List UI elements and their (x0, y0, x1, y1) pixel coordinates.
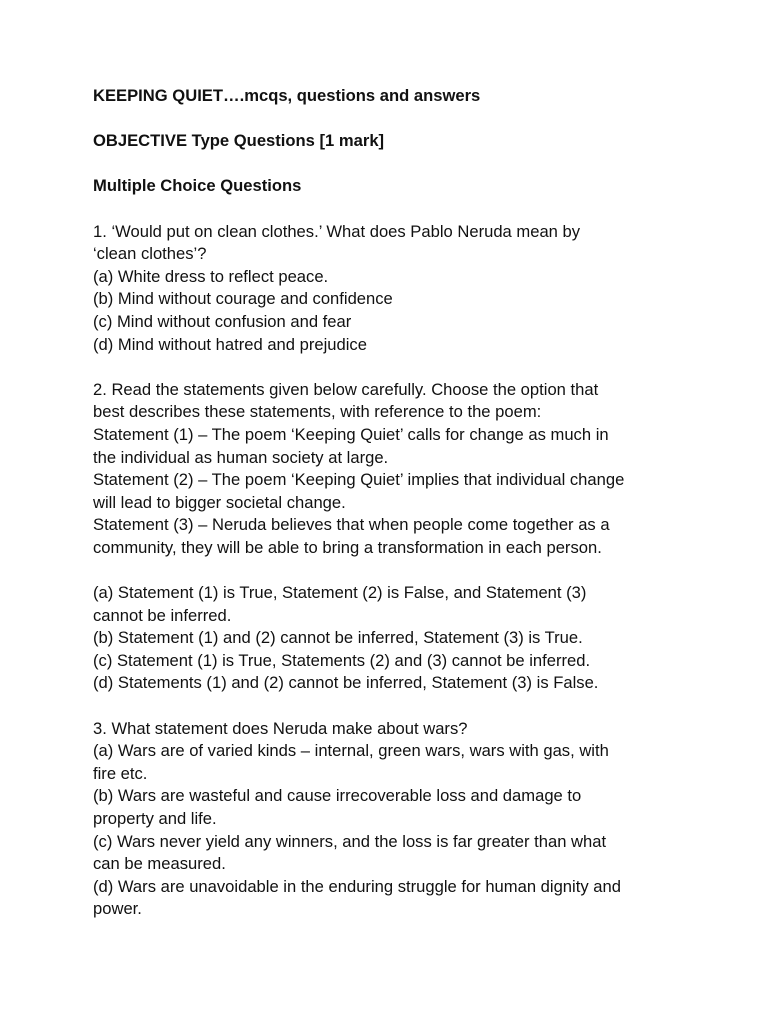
question-2-option-a: cannot be inferred. (93, 605, 232, 625)
question-2-option-a: (a) Statement (1) is True, Statement (2) is False, and Statement (3) (93, 583, 587, 603)
question-2-statement-1: the individual as human society at large. (93, 447, 389, 467)
question-2-statement-1: Statement (1) – The poem ‘Keeping Quiet’ calls for change as much in (93, 424, 609, 444)
section-heading: OBJECTIVE Type Questions [1 mark] (93, 131, 385, 151)
question-2-option-c: (c) Statement (1) is True, Statements (2) and (3) cannot be inferred. (93, 650, 591, 670)
paragraph-gap (93, 559, 693, 582)
question-3-option-a: fire etc. (93, 763, 148, 783)
question-2-option-b: (b) Statement (1) and (2) cannot be inferred, Statement (3) is True. (93, 628, 583, 648)
question-3-option-c: can be measured. (93, 854, 226, 874)
question-2-stem-line: 2. Read the statements given below carefully. Choose the option that (93, 379, 599, 399)
question-1-option-a: (a) White dress to reflect peace. (93, 266, 329, 286)
question-3-option-a: (a) Wars are of varied kinds – internal, green wars, wars with gas, with (93, 741, 609, 761)
question-1-option-b: (b) Mind without courage and confidence (93, 289, 393, 309)
question-3-option-d: power. (93, 899, 142, 919)
question-3-stem-line: 3. What statement does Neruda make about wars? (93, 718, 468, 738)
question-2-statement-3: community, they will be able to bring a transformation in each person. (93, 537, 602, 557)
question-1-option-d: (d) Mind without hatred and prejudice (93, 334, 367, 354)
subsection-heading: Multiple Choice Questions (93, 176, 302, 196)
question-1 (93, 221, 693, 357)
question-2 (93, 379, 693, 695)
question-3-option-d: (d) Wars are unavoidable in the enduring struggle for human dignity and (93, 876, 621, 896)
question-3 (93, 718, 693, 921)
question-3-option-c: (c) Wars never yield any winners, and the loss is far greater than what (93, 831, 607, 851)
question-1-option-c: (c) Mind without confusion and fear (93, 311, 352, 331)
document-page (93, 85, 693, 944)
question-3-option-b: (b) Wars are wasteful and cause irrecoverable loss and damage to (93, 786, 582, 806)
document-title: KEEPING QUIET….mcqs, questions and answers (93, 86, 481, 105)
question-2-option-d: (d) Statements (1) and (2) cannot be inferred, Statement (3) is False. (93, 673, 599, 693)
question-2-stem-line: best describes these statements, with reference to the poem: (93, 402, 542, 422)
question-1-stem-line: ‘clean clothes’? (93, 244, 207, 264)
question-1-stem-line: 1. ‘Would put on clean clothes.’ What does Pablo Neruda mean by (93, 221, 581, 241)
question-2-statement-2: Statement (2) – The poem ‘Keeping Quiet’ implies that individual change (93, 470, 625, 490)
question-3-option-b: property and life. (93, 809, 217, 828)
question-2-statement-3: Statement (3) – Neruda believes that when people come together as a (93, 515, 610, 535)
question-2-statement-2: will lead to bigger societal change. (93, 492, 346, 512)
